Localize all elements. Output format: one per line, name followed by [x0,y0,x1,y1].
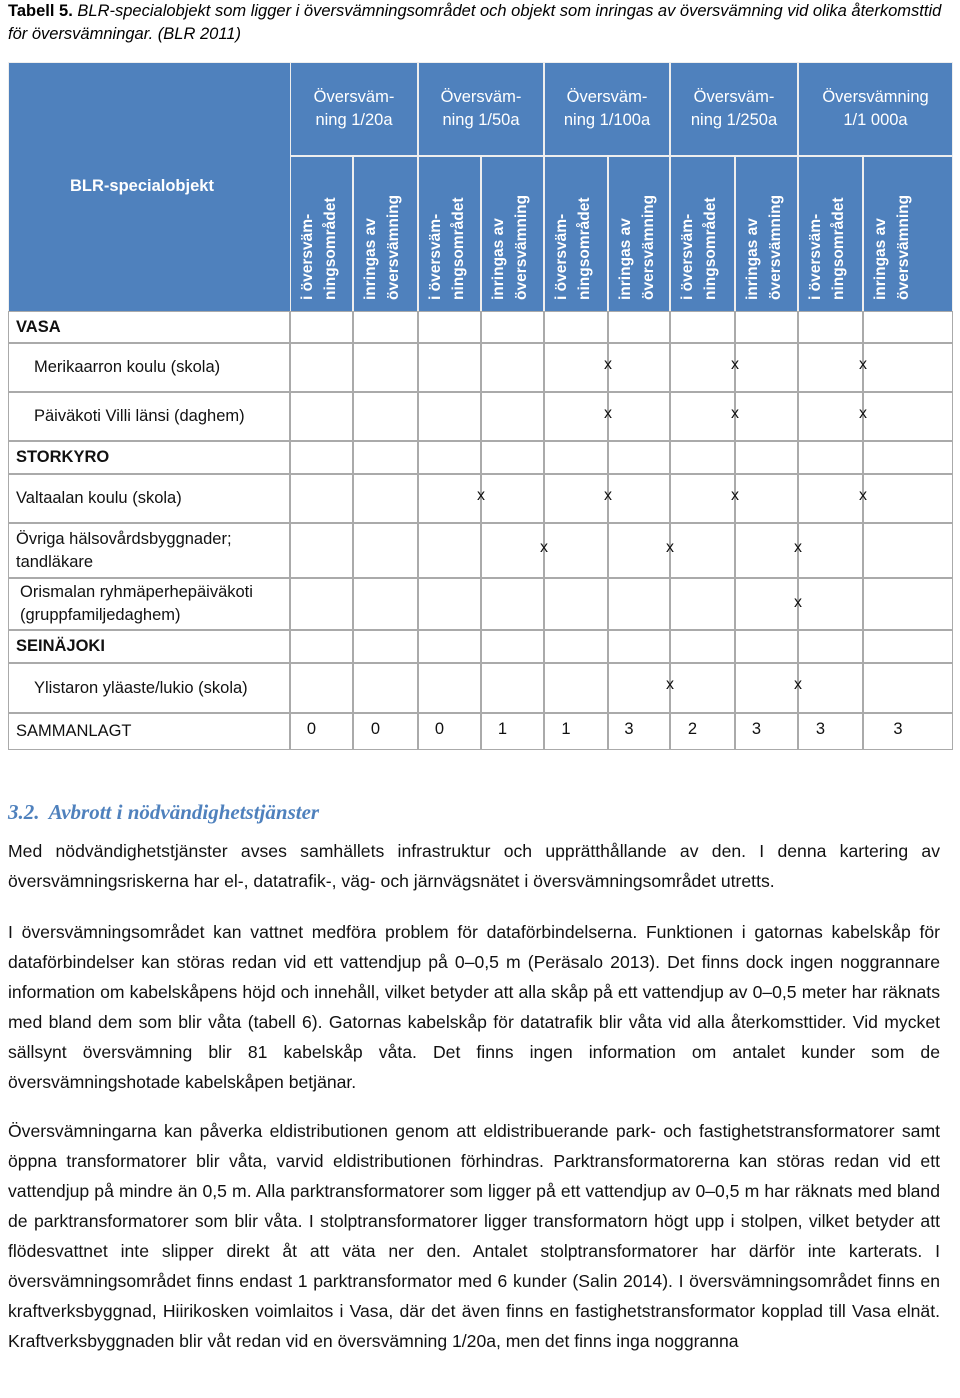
row-merikaarron-cell [290,343,353,392]
x-mark: x [794,676,802,693]
section-storkyro-cell [735,441,798,474]
subheader-in-area: i översväm- ningsområdet [679,197,719,300]
total-value: 3 [624,720,634,738]
row-valtaalan-cell [353,474,418,523]
row-paivakoti-cell [863,392,953,441]
x-mark: x [666,676,674,693]
x-mark: x [794,594,802,611]
row-orismalan-cell [481,578,544,630]
caption-source: (BLR 2011) [157,25,241,43]
section-storkyro-cell [353,441,418,474]
x-mark: x [731,486,739,504]
total-value: 1 [497,720,508,738]
section-vasa-cell [481,311,544,343]
row-merikaarron-label: Merikaarron koulu (skola) [34,358,221,376]
section-storkyro-cell [544,441,608,474]
total-value: 0 [434,720,445,738]
row-orismalan-label: Orismalan ryhmäperhepäiväkoti (gruppfamiljedaghem) [20,583,253,624]
total-value: 3 [893,720,903,738]
row-ovriga-cell [863,523,953,578]
subheader-in-area: i översväm- ningsområdet [427,197,467,300]
section-seinajoki-cell [798,630,863,663]
subheader-in-area: i översväm- ningsområdet [553,197,593,300]
section-heading [8,800,319,825]
row-orismalan-cell [544,578,608,630]
section-seinajoki-cell [353,630,418,663]
row-merikaarron-cell [418,343,481,392]
row-paivakoti-cell [418,392,481,441]
section-seinajoki-cell [863,630,953,663]
row-ovriga-cell [290,523,353,578]
row-ovriga-label: Övriga hälsovårdsbyggnader; tandläkare [16,529,232,571]
row-ylistaron-cell [863,663,953,713]
row-valtaalan-label: Valtaalan koulu (skola) [16,489,182,507]
section-vasa-cell [798,311,863,343]
caption-label: Tabell 5. [8,2,73,20]
period-header-label: Översväm- ning 1/100a [563,88,651,129]
row-ylistaron-label: Ylistaron yläaste/lukio (skola) [34,678,248,697]
section-storkyro-cell [863,441,953,474]
section-number: 3.2. [8,800,40,824]
section-vasa-cell [290,311,353,343]
section-storkyro-label: STORKYRO [16,448,110,466]
row-ylistaron-cell [290,663,353,713]
row-ovriga-cell [418,523,481,578]
subheader-surrounded: inringas av översvämning [362,194,402,300]
row-ylistaron-cell [353,663,418,713]
row-orismalan-cell [608,578,670,630]
x-mark: x [604,486,612,504]
section-storkyro-cell [670,441,735,474]
corner-label: BLR-specialobjekt [70,176,214,195]
period-header-label: Översväm- ning 1/20a [313,88,395,129]
section-vasa-label: VASA [16,317,61,336]
section-storkyro-cell [418,441,481,474]
row-paivakoti-label: Päiväkoti Villi länsi (daghem) [34,407,245,425]
section-seinajoki-label: SEINÄJOKI [16,637,105,655]
section-storkyro-cell [290,441,353,474]
subheader-in-area: i översväm- ningsområdet [807,197,847,300]
x-mark: x [859,486,867,504]
section-vasa-cell [670,311,735,343]
subheader-surrounded: inringas av översvämning [872,194,912,300]
row-merikaarron-cell [863,343,953,392]
total-value: 1 [561,720,571,738]
total-value: 3 [751,720,762,738]
x-mark: x [540,539,548,556]
section-seinajoki-cell [481,630,544,663]
period-header-label: Översvämning 1/1 000a [822,88,929,129]
row-total-label: SAMMANLAGT [16,722,132,740]
section-seinajoki-cell [290,630,353,663]
row-orismalan-cell [863,578,953,630]
subheader-surrounded: inringas av översvämning [490,194,530,300]
x-mark: x [859,355,867,373]
row-paivakoti-cell [353,392,418,441]
total-value: 3 [815,720,826,738]
section-seinajoki-cell [670,630,735,663]
total-value: 0 [370,720,381,738]
row-paivakoti-cell [481,392,544,441]
section-storkyro-cell [481,441,544,474]
x-mark: x [604,404,612,422]
section-vasa-cell [418,311,481,343]
caption-text: BLR-specialobjekt som ligger i översvämningsområdet och objekt som inringas av översvämning vid olika återkomsttid för översvämningar. [8,2,942,43]
row-ylistaron-cell [481,663,544,713]
section-seinajoki-cell [544,630,608,663]
x-mark: x [477,486,485,504]
section-seinajoki-cell [608,630,670,663]
section-vasa-cell [544,311,608,343]
section-vasa-cell [735,311,798,343]
x-mark: x [604,355,612,373]
x-mark: x [794,539,802,556]
row-valtaalan-cell [863,474,953,523]
period-header-label: Översväm- ning 1/250a [690,88,778,129]
section-title: Avbrott i nödvändighetstjänster [48,800,320,824]
row-orismalan-cell [353,578,418,630]
subheader-surrounded: inringas av översvämning [744,194,784,300]
x-mark: x [859,404,867,422]
section-seinajoki-cell [418,630,481,663]
section-storkyro-cell [608,441,670,474]
section-vasa-cell [863,311,953,343]
paragraph-3: Översvämningarna kan påverka eldistributionen genom att eldistribuerande park- och fastighetstransformatorer samt öppna transformatorer blir våta, varvid eldistributionen förhindras. Parktransformatorerna kan störas redan vid ett vattendjup på mindre än 0,5 m. Alla parktransformatorer som ligger på ett vattendjup av 0‒0,5 m har räknats med bland de parktransformatorer som blir våta. I stolptransformatorer ligger transformatorn högt upp i stolpen, vilket betyder att flödesvattnet inte slipper direkt åt att väta ner den. Antalet stolptransformatorer har därför inte karterats. I översvämningsområdet finns endast 1 parktransformator med 6 kunder (Salin 2014). I översvämningsområdet finns en kraftverksbyggnad, Hiirikosken voimlaitos i Vasa, där det även finns en fastighetstransformator kopplad till Vasa elnät. Kraftverksbyggnaden blir våt redan vid en översvämning 1/20a, men det finns inga noggranna [8,1121,940,1351]
row-ovriga-cell [353,523,418,578]
section-vasa-cell [608,311,670,343]
row-paivakoti-cell [290,392,353,441]
row-merikaarron-cell [481,343,544,392]
row-orismalan-cell [290,578,353,630]
row-ylistaron-cell [544,663,608,713]
row-ylistaron-cell [418,663,481,713]
subheader-in-area: i översväm- ningsområdet [299,197,339,300]
row-merikaarron-cell [353,343,418,392]
x-mark: x [731,404,739,422]
section-vasa-cell [353,311,418,343]
subheader-surrounded: inringas av översvämning [617,194,657,300]
section-storkyro-cell [798,441,863,474]
row-valtaalan-cell [290,474,353,523]
total-value: 0 [306,720,317,738]
x-mark: x [731,355,739,373]
section-seinajoki-cell [735,630,798,663]
paragraph-1: Med nödvändighetstjänster avses samhällets infrastruktur och upprätthållande av den. I denna kartering av översvämningsriskerna har el-, datatrafik-, väg- och järnvägsnätet i översvämningsområdet utretts. [8,841,940,891]
row-orismalan-cell [670,578,735,630]
row-orismalan-cell [418,578,481,630]
period-header-label: Översväm- ning 1/50a [440,88,522,129]
paragraph-2: I översvämningsområdet kan vattnet medföra problem för dataförbindelserna. Funktionen i gatornas kabelskåp för dataförbindelser kan störas redan vid ett vattendjup på 0‒0,5 m (Peräsalo 2013). Det finns dock ingen noggrannare information om kabelskåpens höjd och innehåll, vilket betyder att alla skåp på ett vattendjup av 0‒0,5 meter har räknats med bland dem som blir våta (tabell 6). Gatornas kabelskåp för datatrafik blir våta vid alla återkomsttider. Vid mycket sällsynt översvämning blir 81 kabelskåp våta. Det finns ingen information om antalet kunder som de översvämningshotade kabelskåpen betjänar. [8,922,940,1092]
x-mark: x [666,539,674,556]
total-value: 2 [687,720,698,738]
